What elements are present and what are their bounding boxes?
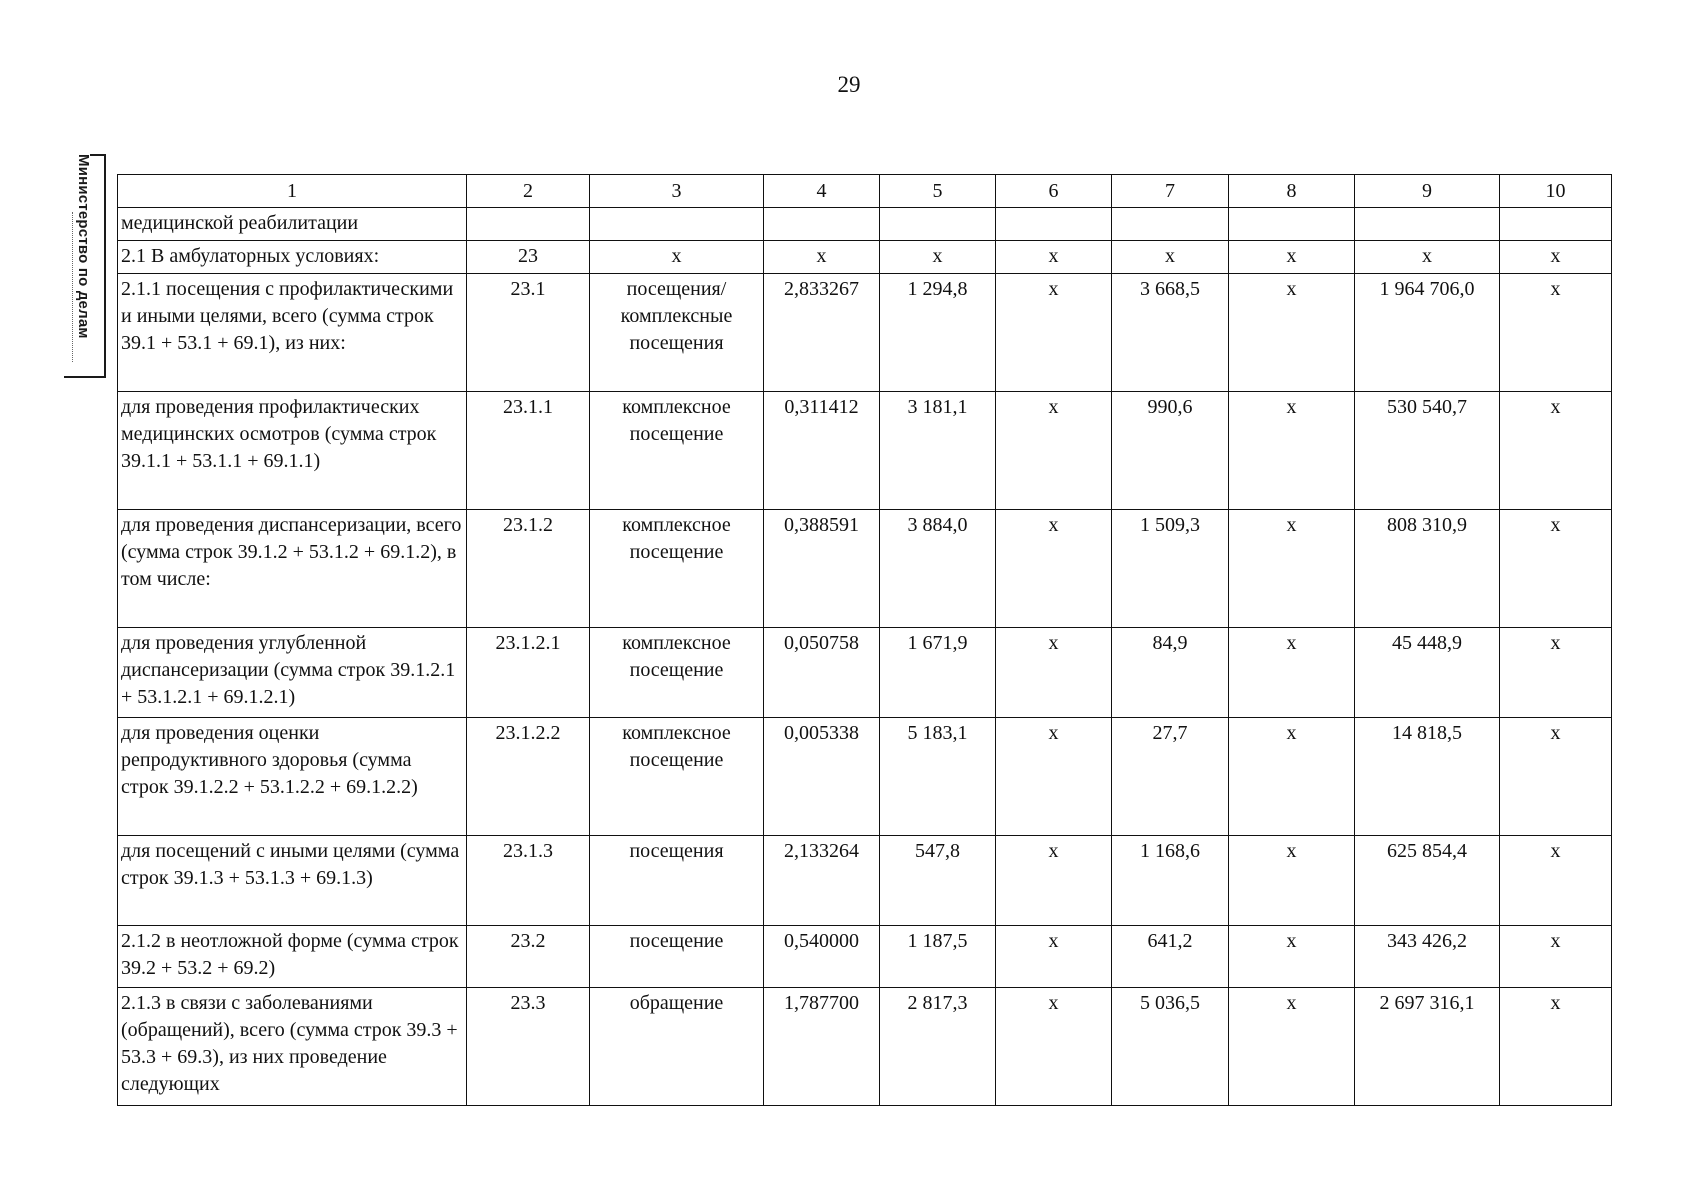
value-cell: х [1500,718,1612,836]
value-cell: 343 426,2 [1355,926,1500,988]
value-cell: х [996,926,1112,988]
row-number-cell: 23.1.2.1 [467,628,590,718]
data-table [117,174,1612,1106]
unit-cell: х [590,241,764,274]
value-cell: х [1229,988,1355,1106]
table-row [118,836,1612,926]
value-cell: 1 509,3 [1112,510,1229,628]
value-cell [1229,208,1355,241]
value-cell: х [764,241,880,274]
value-cell: 1 964 706,0 [1355,274,1500,392]
unit-cell: обращение [590,988,764,1106]
registration-stamp [58,152,108,382]
table-row [118,208,1612,241]
value-cell: х [1229,718,1355,836]
value-cell: х [1500,241,1612,274]
value-cell: х [1112,241,1229,274]
value-cell: 27,7 [1112,718,1229,836]
value-cell: х [1229,241,1355,274]
row-number-cell: 23.2 [467,926,590,988]
value-cell: 0,005338 [764,718,880,836]
value-cell [1112,208,1229,241]
column-number: 6 [996,175,1112,208]
row-number-cell: 23 [467,241,590,274]
table-row [118,926,1612,988]
value-cell: 1 294,8 [880,274,996,392]
row-number-cell: 23.1.2.2 [467,718,590,836]
row-number-cell: 23.1 [467,274,590,392]
table-row [118,274,1612,392]
value-cell: х [880,241,996,274]
value-cell: 3 884,0 [880,510,996,628]
value-cell [1355,208,1500,241]
unit-cell: комплексное посещение [590,510,764,628]
value-cell: 0,540000 [764,926,880,988]
value-cell: 14 818,5 [1355,718,1500,836]
value-cell [1500,208,1612,241]
unit-cell: посещения/ комплексные посещения [590,274,764,392]
table-row [118,510,1612,628]
value-cell: 990,6 [1112,392,1229,510]
indicator-name-cell: 2.1.2 в неотложной форме (сумма строк 39.2 + 53.2 + 69.2) [118,926,467,988]
value-cell: х [1500,926,1612,988]
value-cell: х [1500,274,1612,392]
value-cell: 530 540,7 [1355,392,1500,510]
value-cell: х [996,274,1112,392]
column-number: 9 [1355,175,1500,208]
value-cell: х [1500,392,1612,510]
column-number: 5 [880,175,996,208]
value-cell: х [1229,628,1355,718]
page-number: 29 [837,72,861,97]
column-number: 8 [1229,175,1355,208]
value-cell: х [1229,926,1355,988]
value-cell: х [1355,241,1500,274]
table-row [118,718,1612,836]
value-cell: х [1229,392,1355,510]
value-cell [880,208,996,241]
value-cell: 3 181,1 [880,392,996,510]
unit-cell: комплексное посещение [590,718,764,836]
column-number: 1 [118,175,467,208]
unit-cell: комплексное посещение [590,392,764,510]
value-cell: х [996,510,1112,628]
value-cell: 1 671,9 [880,628,996,718]
value-cell [996,208,1112,241]
value-cell: 0,050758 [764,628,880,718]
value-cell: 1 168,6 [1112,836,1229,926]
value-cell: 1 187,5 [880,926,996,988]
indicator-name-cell: медицинской реабилитации [118,208,467,241]
value-cell: 2 697 316,1 [1355,988,1500,1106]
value-cell: х [1500,510,1612,628]
value-cell: 0,388591 [764,510,880,628]
unit-cell: комплексное посещение [590,628,764,718]
value-cell: х [996,241,1112,274]
value-cell: х [1229,836,1355,926]
indicator-name-cell: для проведения диспансеризации, всего (сумма строк 39.1.2 + 53.1.2 + 69.1.2), в том числе: [118,510,467,628]
value-cell: 641,2 [1112,926,1229,988]
value-cell: 1,787700 [764,988,880,1106]
column-number: 4 [764,175,880,208]
row-number-cell: 23.1.3 [467,836,590,926]
indicator-name-cell: 2.1.1 посещения с профилактическими и иными целями, всего (сумма строк 39.1 + 53.1 + 69.1), из них: [118,274,467,392]
unit-cell [590,208,764,241]
value-cell: 5 036,5 [1112,988,1229,1106]
table-header-row [118,175,1612,208]
value-cell: 2,833267 [764,274,880,392]
table-row [118,241,1612,274]
value-cell [764,208,880,241]
value-cell: 2 817,3 [880,988,996,1106]
value-cell: х [996,392,1112,510]
indicator-name-cell: 2.1 В амбулаторных условиях: [118,241,467,274]
value-cell: 45 448,9 [1355,628,1500,718]
value-cell: 3 668,5 [1112,274,1229,392]
value-cell: 547,8 [880,836,996,926]
indicator-name-cell: для посещений с иными целями (сумма строк 39.1.3 + 53.1.3 + 69.1.3) [118,836,467,926]
value-cell: 808 310,9 [1355,510,1500,628]
row-number-cell [467,208,590,241]
indicator-name-cell: для проведения профилактических медицинских осмотров (сумма строк 39.1.1 + 53.1.1 + 69.1.1) [118,392,467,510]
value-cell: х [996,718,1112,836]
row-number-cell: 23.1.2 [467,510,590,628]
value-cell: 84,9 [1112,628,1229,718]
column-number: 2 [467,175,590,208]
value-cell: х [996,988,1112,1106]
value-cell: 5 183,1 [880,718,996,836]
table-row [118,628,1612,718]
indicator-name-cell: для проведения оценки репродуктивного здоровья (сумма строк 39.1.2.2 + 53.1.2.2 + 69.1.2.2) [118,718,467,836]
value-cell: х [1229,510,1355,628]
value-cell: х [996,836,1112,926]
unit-cell: посещения [590,836,764,926]
indicator-name-cell: 2.1.3 в связи с заболеваниями (обращений), всего (сумма строк 39.3 + 53.3 + 69.3), из них проведение следующих [118,988,467,1106]
column-number: 7 [1112,175,1229,208]
value-cell: х [1500,836,1612,926]
column-number: 10 [1500,175,1612,208]
value-cell: х [1500,628,1612,718]
row-number-cell: 23.1.1 [467,392,590,510]
table-row [118,392,1612,510]
value-cell: х [996,628,1112,718]
stamp-text: Министерство по делам [75,154,92,339]
value-cell: х [1229,274,1355,392]
table-row [118,988,1612,1106]
value-cell: 2,133264 [764,836,880,926]
column-number: 3 [590,175,764,208]
unit-cell: посещение [590,926,764,988]
row-number-cell: 23.3 [467,988,590,1106]
value-cell: 625 854,4 [1355,836,1500,926]
value-cell: х [1500,988,1612,1106]
indicator-name-cell: для проведения углубленной диспансеризации (сумма строк 39.1.2.1 + 53.1.2.1 + 69.1.2.1) [118,628,467,718]
value-cell: 0,311412 [764,392,880,510]
